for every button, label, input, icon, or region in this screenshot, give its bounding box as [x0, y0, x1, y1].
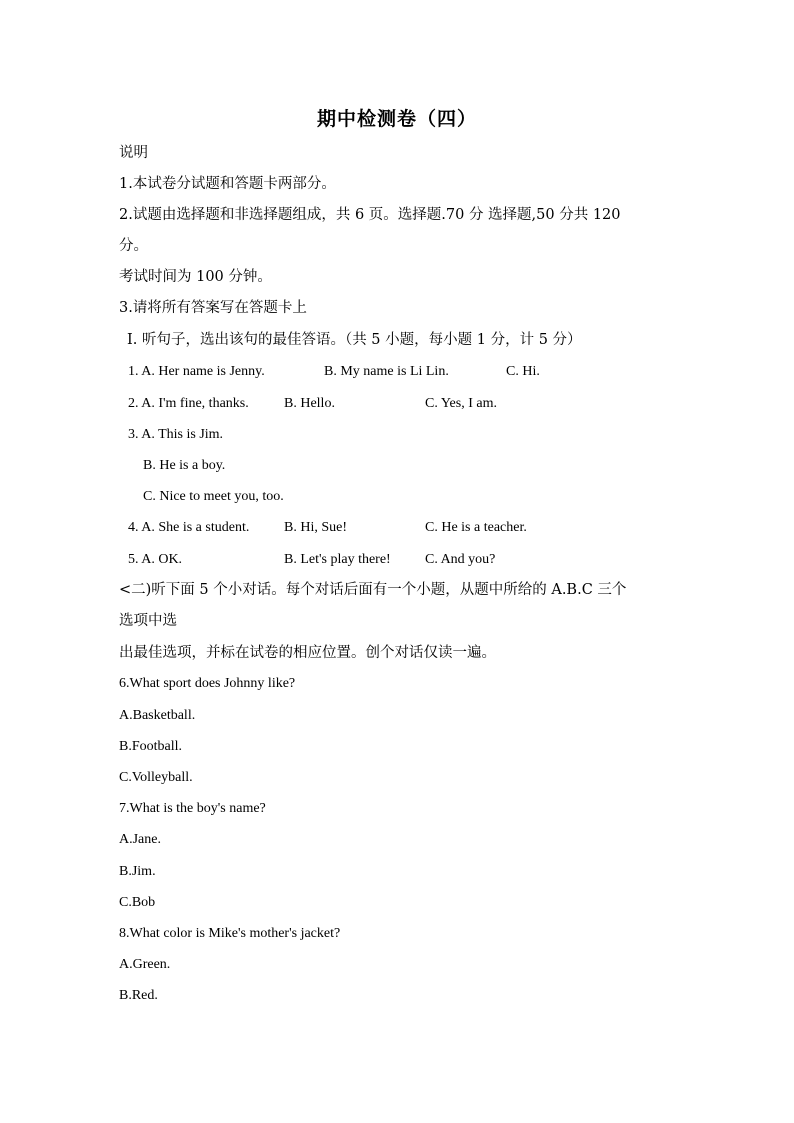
- section-2-heading-line-2: 选项中选: [119, 613, 177, 629]
- q1-option-c: C. Hi.: [506, 364, 540, 379]
- q8-question: 8.What color is Mike's mother's jacket?: [119, 926, 341, 941]
- q6-question: 6.What sport does Johnny like?: [119, 676, 296, 691]
- q3-option-b: B. He is a boy.: [143, 458, 226, 473]
- q4-option-a: 4. A. She is a student.: [128, 520, 250, 535]
- q4-option-c: C. He is a teacher.: [425, 520, 527, 535]
- q7-option-c: C.Bob: [119, 895, 156, 910]
- q5-option-a: 5. A. OK.: [128, 552, 183, 567]
- q8-option-a: A.Green.: [119, 957, 171, 972]
- q2-option-a: 2. A. I'm fine, thanks.: [128, 396, 249, 411]
- section-2-heading-line-3: 出最佳选项，并标在试卷的相应位置。创个对话仅读一遍。: [119, 645, 496, 661]
- intro-item-3: 3.请将所有答案写在答题卡上: [119, 300, 307, 316]
- q8-option-b: B.Red.: [119, 988, 158, 1003]
- q3-option-a: 3. A. This is Jim.: [128, 427, 224, 442]
- intro-heading: 说明: [119, 145, 148, 161]
- intro-item-2-line-1: 2.试题由选择题和非选择题组成，共 6 页。选择题.70 分 选择题,50 分共 120: [119, 207, 621, 223]
- q5-option-c: C. And you?: [425, 552, 496, 567]
- q6-option-b: B.Football.: [119, 739, 183, 754]
- intro-exam-time: 考试时间为 100 分钟。: [119, 269, 272, 285]
- q5-option-b: B. Let's play there!: [284, 552, 391, 567]
- q4-option-b: B. Hi, Sue!: [284, 520, 347, 535]
- q1-option-a: 1. A. Her name is Jenny.: [128, 364, 265, 379]
- section-1-heading: I. 听句子，选出该句的最佳答语。（共 5 小题，每小题 1 分，计 5 分）: [127, 332, 582, 348]
- q6-option-a: A.Basketball.: [119, 708, 196, 723]
- q3-option-c: C. Nice to meet you, too.: [143, 489, 284, 504]
- section-2-heading-line-1: <二)听下面 5 个小对话。每个对话后面有一个小题，从题中所给的 A.B.C 三个: [119, 582, 627, 598]
- intro-item-1: 1.本试卷分试题和答题卡两部分。: [119, 176, 336, 192]
- q7-option-a: A.Jane.: [119, 832, 161, 847]
- q7-option-b: B.Jim.: [119, 864, 156, 879]
- q7-question: 7.What is the boy's name?: [119, 801, 266, 816]
- q2-option-b: B. Hello.: [284, 396, 335, 411]
- intro-item-2-line-2: 分。: [119, 238, 148, 254]
- page-title: 期中检测卷（四）: [316, 108, 477, 130]
- q1-option-b: B. My name is Li Lin.: [324, 364, 449, 379]
- q6-option-c: C.Volleyball.: [119, 770, 193, 785]
- q2-option-c: C. Yes, I am.: [425, 396, 497, 411]
